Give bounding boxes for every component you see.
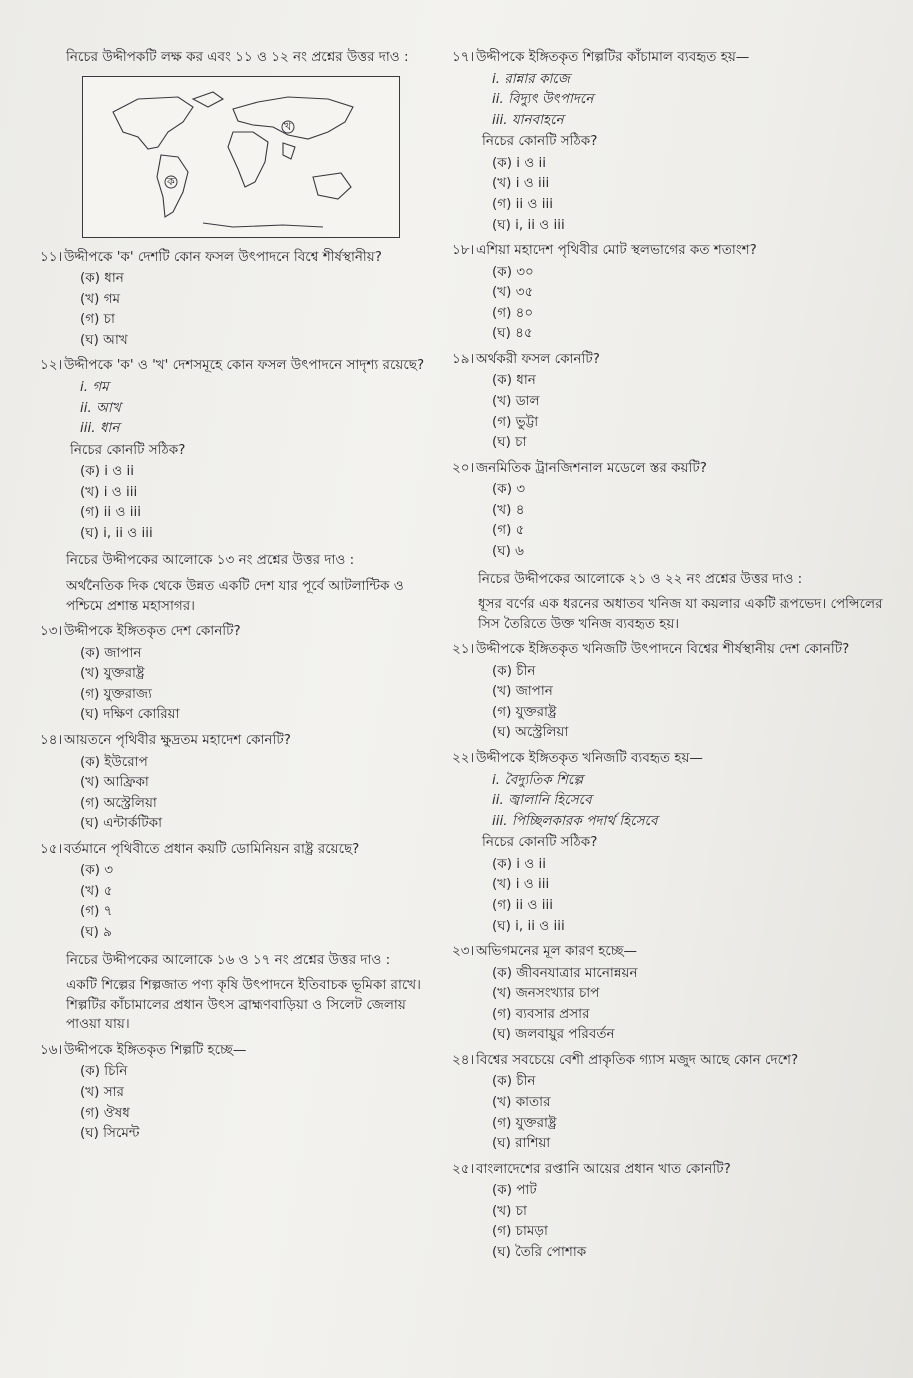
question-text: উদ্দীপকে ইঙ্গিতকৃত খনিজটি ব্যবহৃত হয়— [476, 750, 703, 766]
option[interactable]: (খ) আফ্রিকা [80, 774, 149, 791]
option[interactable]: (গ) চা [80, 311, 115, 328]
world-map-drawing [83, 77, 399, 237]
options-25 [492, 1181, 892, 1262]
which-correct: নিচের কোনটি সঠিক? [482, 133, 598, 150]
world-map [82, 76, 400, 238]
options-15 [80, 861, 430, 942]
question-17: ১৭। উদ্দীপকে ইঙ্গিতকৃত শিল্পটির কাঁচামাল ব্যবহৃত হয়— [452, 49, 750, 65]
question-text: আয়তনে পৃথিবীর ক্ষুদ্রতম মহাদেশ কোনটি? [64, 731, 291, 748]
option[interactable]: (গ) যুক্তরাষ্ট্র [492, 703, 557, 720]
option[interactable]: (খ) ৪ [492, 501, 525, 518]
option[interactable]: (গ) ii ও iii [492, 195, 553, 212]
question-text: উদ্দীপকে 'ক' দেশটি কোন ফসল উৎপাদনে বিশ্বে শীর্ষস্থানীয়? [64, 248, 382, 265]
question-18: ১৮। এশিয়া মহাদেশ পৃথিবীর মোট স্থলভাগের কত শতাংশ? [452, 242, 757, 259]
option[interactable]: (ক) i ও ii [492, 855, 547, 872]
statement: iii. ধান [80, 420, 120, 437]
option[interactable]: (খ) i ও iii [492, 175, 550, 192]
option[interactable]: (গ) ৪০ [492, 304, 534, 321]
option[interactable]: (খ) ডাল [492, 393, 540, 409]
option[interactable]: (গ) ৫ [492, 522, 525, 539]
question-21: ২১। উদ্দীপকে ইঙ্গিতকৃত খনিজটি উৎপাদনে বিশ্বের শীর্ষস্থানীয় দেশ কোনটি? [452, 641, 850, 658]
question-16: ১৬। উদ্দীপকে ইঙ্গিতকৃত শিল্পটি হচ্ছে— [40, 1041, 247, 1058]
right-column [452, 48, 892, 1264]
question-22: ২২। উদ্দীপকে ইঙ্গিতকৃত খনিজটি ব্যবহৃত হয়— [452, 750, 703, 766]
option[interactable]: (গ) ii ও iii [492, 896, 553, 913]
option[interactable]: (ঘ) জলবায়ুর পরিবর্তন [492, 1026, 615, 1043]
option[interactable]: (খ) সার [80, 1083, 124, 1100]
which-correct: নিচের কোনটি সঠিক? [482, 834, 598, 851]
question-text: জনমিতিক ট্রানজিশনাল মডেলে স্তর কয়টি? [476, 459, 707, 476]
option[interactable]: (ক) চীন [492, 662, 536, 679]
stimulus-instruction: নিচের উদ্দীপকের আলোকে ২১ ও ২২ নং প্রশ্নের উত্তর দাও : [478, 570, 803, 587]
option[interactable]: (গ) ব্যবসার প্রসার [492, 1005, 590, 1022]
question-23: ২৩। অভিগমনের মূল কারণ হচ্ছে— [452, 943, 638, 960]
option[interactable]: (ক) ধান [492, 372, 536, 389]
options-14 [80, 753, 430, 834]
options-16 [80, 1062, 430, 1143]
option[interactable]: (ক) ৩ [492, 481, 526, 498]
question-25: ২৫। বাংলাদেশের রপ্তানি আয়ের প্রধান খাত কোনটি? [452, 1160, 731, 1177]
option[interactable]: (গ) যুক্তরাজ্য [80, 685, 152, 702]
question-12: ১২। উদ্দীপকে 'ক' ও 'খ' দেশসমূহে কোন ফসল উৎপাদনে সাদৃশ্য রয়েছে? [40, 357, 425, 374]
question-20: ২০। জনমিতিক ট্রানজিশনাল মডেলে স্তর কয়টি? [452, 459, 707, 476]
options-19 [492, 371, 892, 452]
question-text: উদ্দীপকে ইঙ্গিতকৃত খনিজটি উৎপাদনে বিশ্বের শীর্ষস্থানীয় দেশ কোনটি? [476, 641, 850, 658]
option[interactable]: (খ) যুক্তরাষ্ট্র [80, 665, 145, 682]
stimulus-passage: ধূসর বর্ণের এক ধরনের অধাতব খনিজ যা কয়লার একটি রূপভেদ। পেন্সিলের সিস তৈরিতে উক্ত খনিজ ব্যবহৃত হয়। [478, 596, 883, 632]
question-text: উদ্দীপকে ইঙ্গিতকৃত দেশ কোনটি? [64, 623, 241, 640]
options-22 [492, 855, 892, 936]
options-17 [492, 154, 892, 235]
option[interactable]: (খ) গম [80, 290, 121, 307]
option[interactable]: (খ) কাতার [492, 1094, 551, 1110]
stimulus-instruction: নিচের উদ্দীপকের আলোকে ১৩ নং প্রশ্নের উত্তর দাও : [66, 552, 355, 569]
option[interactable]: (ঘ) i, ii ও iii [80, 524, 153, 541]
stimulus-passage: একটি শিল্পের শিল্পজাত পণ্য কৃষি উৎপাদনে ইতিবাচক ভূমিকা রাখে। শিল্পটির কাঁচামালের প্রধান উৎস ব্রাহ্মণবাড়িয়া ও সিলেট জেলায় পাওয়া যায়। [66, 977, 421, 1033]
option[interactable]: (ক) ৩ [80, 862, 114, 879]
question-text: বর্তমানে পৃথিবীতে প্রধান কয়টি ডোমিনিয়ন রাষ্ট্র রয়েছে? [64, 840, 360, 857]
option[interactable]: (খ) জনসংখ্যার চাপ [492, 985, 600, 1002]
question-text: অভিগমনের মূল কারণ হচ্ছে— [476, 943, 638, 960]
options-13 [80, 644, 430, 725]
stimulus-passage: অর্থনৈতিক দিক থেকে উন্নত একটি দেশ যার পূর্বে আটলান্টিক ও পশ্চিমে প্রশান্ত মহাসাগর। [66, 578, 404, 614]
left-column [40, 48, 430, 1145]
question-13: ১৩। উদ্দীপকে ইঙ্গিতকৃত দেশ কোনটি? [40, 623, 241, 640]
option[interactable]: (ঘ) এন্টার্কটিকা [80, 815, 162, 832]
option[interactable]: (ঘ) সিমেন্ট [80, 1125, 140, 1142]
option[interactable]: (গ) ভুট্টা [492, 413, 539, 430]
option[interactable]: (খ) i ও iii [80, 483, 138, 500]
option[interactable]: (খ) ৫ [80, 882, 113, 899]
option[interactable]: (ঘ) চা [492, 434, 527, 451]
option[interactable]: (ঘ) আখ [80, 331, 128, 348]
option[interactable]: (ক) জীবনযাত্রার মানোন্নয়ন [492, 964, 638, 981]
option[interactable]: (গ) ৭ [80, 903, 113, 920]
option[interactable]: (ঘ) ৬ [492, 542, 524, 559]
statements-17 [492, 70, 892, 131]
options-21 [492, 662, 892, 743]
statement: ii. বিদ্যুৎ উৎপাদনে [492, 91, 594, 108]
question-11: ১১। উদ্দীপকে 'ক' দেশটি কোন ফসল উৎপাদনে বিশ্বে শীর্ষস্থানীয়? [40, 248, 382, 265]
question-19: ১৯। অর্থকরী ফসল কোনটি? [452, 350, 600, 367]
stimulus-instruction: নিচের উদ্দীপকটি লক্ষ কর এবং ১১ ও ১২ নং প্রশ্নের উত্তর দাও : [66, 49, 409, 65]
statement: i. বৈদ্যুতিক শিল্পে [492, 771, 583, 788]
options-20 [492, 480, 892, 561]
map-marker-kha: খ [284, 119, 292, 133]
options-18 [492, 263, 892, 344]
option[interactable]: (খ) ৩৫ [492, 284, 534, 301]
option[interactable]: (ক) পাট [492, 1182, 537, 1199]
option[interactable]: (ক) ইউরোপ [80, 753, 148, 770]
statement: i. রান্নার কাজে [492, 70, 570, 87]
map-marker-ka: ক [167, 174, 175, 188]
option[interactable]: (গ) ঔষধ [80, 1104, 130, 1121]
option[interactable]: (ক) চীন [492, 1073, 536, 1090]
options-24 [492, 1072, 892, 1153]
statement: iii. পিচ্ছিলকারক পদার্থ হিসেবে [492, 812, 658, 829]
option[interactable]: (ঘ) তৈরি পোশাক [492, 1243, 587, 1260]
option[interactable]: (ক) ৩০ [492, 263, 534, 280]
option[interactable]: (গ) অস্ট্রেলিয়া [80, 794, 157, 811]
statement: ii. জ্বালানি হিসেবে [492, 792, 592, 809]
option[interactable]: (গ) ii ও iii [80, 504, 141, 521]
question-text: উদ্দীপকে 'ক' ও 'খ' দেশসমূহে কোন ফসল উৎপাদনে সাদৃশ্য রয়েছে? [64, 357, 425, 374]
question-text: অর্থকরী ফসল কোনটি? [476, 350, 600, 367]
option[interactable]: (ঘ) দক্ষিণ কোরিয়া [80, 706, 180, 723]
option[interactable]: (খ) চা [492, 1202, 527, 1219]
option[interactable]: (গ) যুক্তরাষ্ট্র [492, 1114, 557, 1131]
option[interactable]: (ক) i ও ii [80, 463, 135, 480]
option[interactable]: (ঘ) ৯ [80, 924, 112, 940]
option[interactable]: (ঘ) i, ii ও iii [492, 216, 565, 233]
option[interactable]: (ক) i ও ii [492, 154, 547, 171]
question-text: এশিয়া মহাদেশ পৃথিবীর মোট স্থলভাগের কত শতাংশ? [476, 242, 757, 259]
options-12 [80, 462, 430, 543]
question-14: ১৪। আয়তনে পৃথিবীর ক্ষুদ্রতম মহাদেশ কোনটি? [40, 731, 291, 748]
option[interactable]: (খ) i ও iii [492, 876, 550, 893]
statement: iii. যানবাহনে [492, 111, 564, 128]
question-text: বাংলাদেশের রপ্তানি আয়ের প্রধান খাত কোনটি? [476, 1160, 731, 1177]
option[interactable]: (খ) জাপান [492, 683, 553, 700]
question-24: ২৪। বিশ্বের সবচেয়ে বেশী প্রাকৃতিক গ্যাস মজুদ আছে কোন দেশে? [452, 1051, 799, 1068]
option[interactable]: (ক) চিনি [80, 1063, 128, 1080]
option[interactable]: (ঘ) অস্ট্রেলিয়া [492, 724, 569, 741]
question-15: ১৫। বর্তমানে পৃথিবীতে প্রধান কয়টি ডোমিনিয়ন রাষ্ট্র রয়েছে? [40, 840, 360, 857]
statement: i. গম [80, 378, 109, 395]
option[interactable]: (ক) জাপান [80, 644, 142, 661]
option[interactable]: (ঘ) ৪৫ [492, 325, 533, 342]
option[interactable]: (ক) ধান [80, 270, 124, 287]
question-text: উদ্দীপকে ইঙ্গিতকৃত শিল্পটি হচ্ছে— [64, 1041, 247, 1058]
stimulus-instruction: নিচের উদ্দীপকের আলোকে ১৬ ও ১৭ নং প্রশ্নের উত্তর দাও : [66, 951, 391, 968]
statements-22 [492, 771, 892, 832]
options-23 [492, 964, 892, 1045]
question-text: উদ্দীপকে ইঙ্গিতকৃত শিল্পটির কাঁচামাল ব্যবহৃত হয়— [476, 49, 750, 65]
option[interactable]: (ঘ) রাশিয়া [492, 1135, 551, 1152]
which-correct: নিচের কোনটি সঠিক? [70, 441, 186, 458]
options-11 [80, 269, 430, 350]
option[interactable]: (ঘ) i, ii ও iii [492, 917, 565, 934]
question-text: বিশ্বের সবচেয়ে বেশী প্রাকৃতিক গ্যাস মজুদ আছে কোন দেশে? [476, 1051, 799, 1068]
statement: ii. আখ [80, 399, 121, 416]
option[interactable]: (গ) চামড়া [492, 1223, 548, 1240]
statements-12 [80, 378, 430, 439]
